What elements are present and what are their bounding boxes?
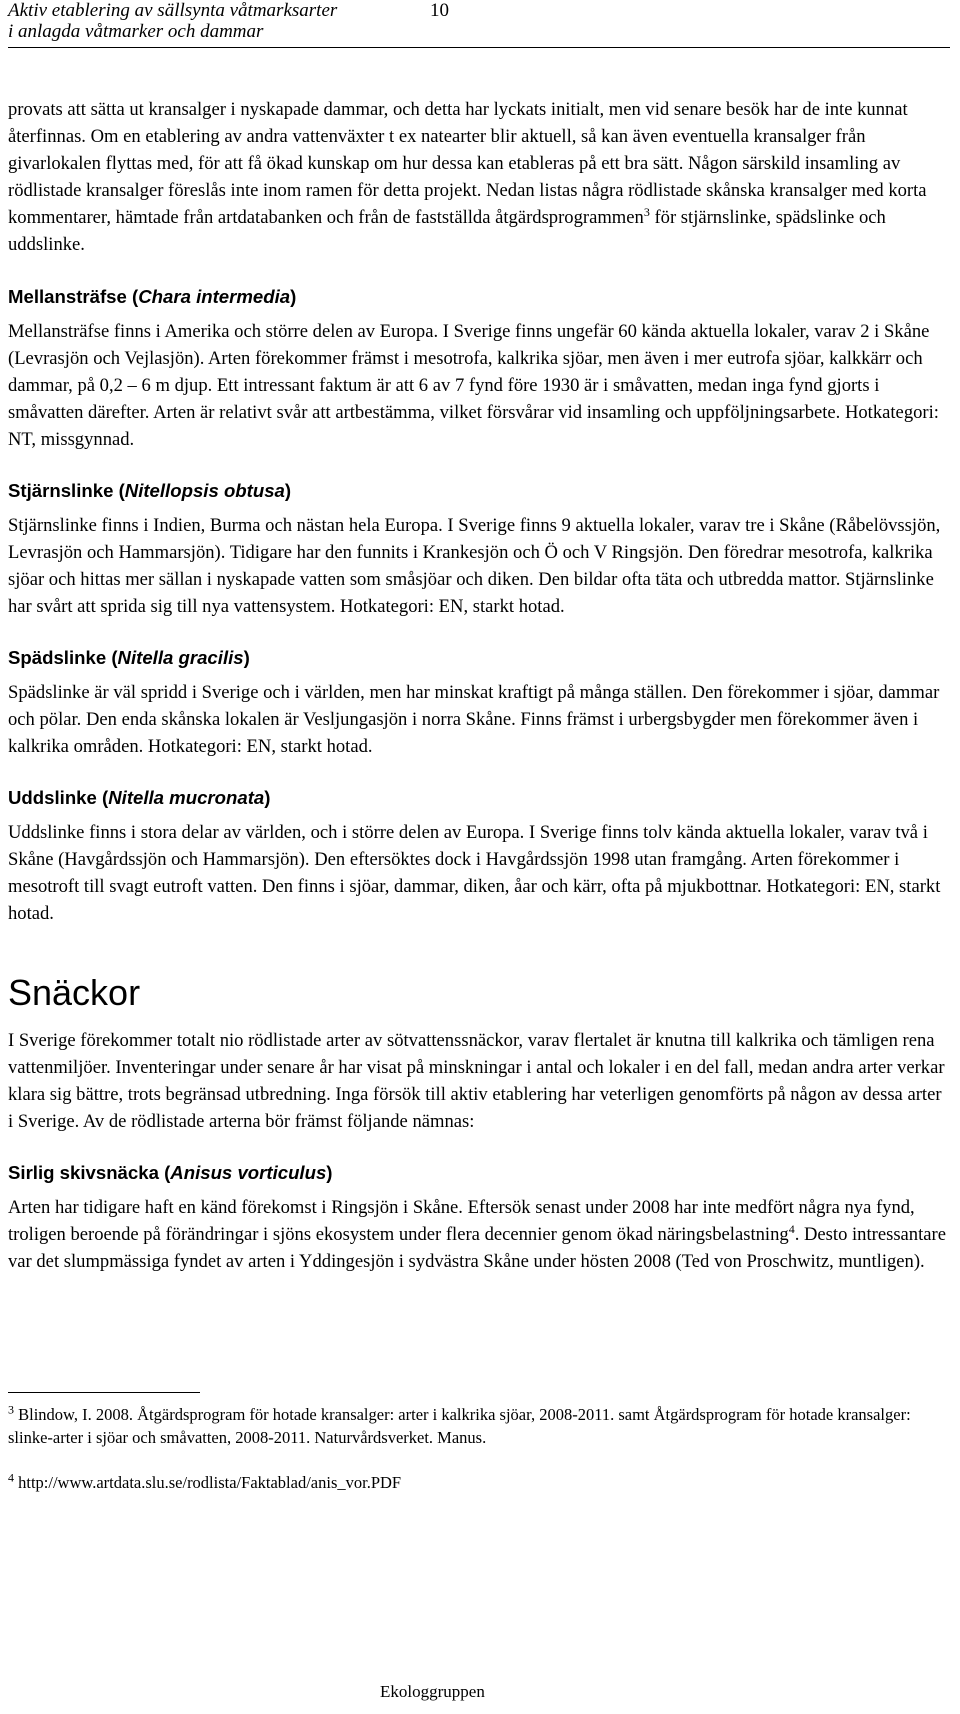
heading-latin-name: Nitellopsis obtusa [124,480,285,501]
section-paragraph-mellanstrafse: Mellansträfse finns i Amerika och större delen av Europa. I Sverige finns ungefär 60 kända aktuella lokaler, varav 2 i Skåne (Levrasjön och Vejlasjön). Arten förekommer främst i mesotrofa, kalkrika sjöar, men även i mer eutrofa sjöar, kalkkärr och dammar, på 0,2 – 6 m djup. Ett intressant faktum är att 6 av 7 fynd före 1930 är i småvatten, medan inga fynd gjorts i småvatten därefter. Arten är relativt svår att artbestämma, vilket försvårar vid insamling och uppföljningsarbete. Hotkategori: NT, missgynnad. [8,321,939,450]
intro-text: provats att sätta ut kransalger i nyskapade dammar, och detta har lyckats initialt, men vid senare besök har de inte kunnat återfinnas. Om en etablering av andra vattenväxter t ex natearter blir aktuell, så kan även eventuella kransalger från givarlokalen flyttas med, för att få ökad kunskap om hur dessa kan etableras på ett bra sätt. Någon särskild insamling av rödlistade kransalger föreslås inte inom ramen för detta projekt. Nedan listas några rödlistade skånska kransalger med korta kommentarer, hämtade från artdatabanken och från de fastställda åtgärdsprogrammen [8,99,927,228]
snackor-paragraph: I Sverige förekommer totalt nio rödlistade arter av sötvattenssnäckor, varav flertalet är knutna till kalkrika och tämligen rena vattenmiljöer. Inventeringar under senare år har visat på minskningar i antal och lokaler i en del fall, medan andra arter verkar klara sig bättre, trots begränsad utbredning. Inga försök till aktiv etablering har veterligen genomförts på någon av dessa arter i Sverige. Av de rödlistade arterna bör främst följande nämnas: [8,1030,945,1132]
footnote-3 [8,1403,948,1449]
heading-latin-name: Anisus vorticulus [170,1162,327,1183]
section-paragraph-spadslinke: Spädslinke är väl spridd i Sverige och i världen, men har minskat kraftigt på många ställen. Den förekommer i sjöar, dammar och pölar. Den enda skånska lokalen är Vesljungasjön i norra Skåne. Finns främst i urbergsbygder men förekommer även i kalkrika områden. Hotkategori: EN, starkt hotad. [8,682,940,757]
heading-text: Uddslinke ( [8,787,109,808]
header-title-line2: i anlagda våtmarker och dammar [8,21,264,42]
section-paragraph-stjarnslinke: Stjärnslinke finns i Indien, Burma och nästan hela Europa. I Sverige finns 9 aktuella lokaler, varav tre i Skåne (Råbelövssjön, Levrasjön och Hammarsjön). Tidigare har den funnits i Krankesjön och Ö och V Ringsjön. Den föredrar mesotrofa, kalkrika sjöar och hittas mer sällan i nyskapade vatten som småsjöar och diken. Den bildar ofta täta och utbredda mattor. Stjärnslinke har svårt att sprida sig till nya vattensystem. Hotkategori: EN, starkt hotad. [8,515,941,617]
sirlig-text-end: . Desto intressantare var det slumpmässiga fyndet av arten i Yddingesjön i sydvästra Skåne under hösten 2008 (Ted von Proschwitz, muntligen). [8,1224,946,1272]
chapter-heading-snackor: Snäckor [8,972,141,1013]
heading-latin-name: Chara intermedia [138,286,291,307]
page-footer: Ekologgruppen [380,1682,485,1701]
heading-text-end: ) [243,647,250,668]
heading-text-end: ) [326,1162,333,1183]
header-title-line1: Aktiv etablering av sällsynta våtmarksarter [8,0,338,21]
sirlig-paragraph [8,1194,948,1275]
footnote-divider [8,1392,200,1393]
footnote-4 [8,1471,948,1494]
heading-text: Stjärnslinke ( [8,480,125,501]
section-heading-uddslinke [8,785,948,811]
heading-latin-name: Nitella mucronata [108,787,265,808]
heading-text-end: ) [264,787,271,808]
page-number: 10 [430,0,449,21]
intro-text-end: för stjärnslinke, spädslinke och uddslinke. [8,207,886,255]
sirlig-text: Arten har tidigare haft en känd förekomst i Ringsjön i Skåne. Eftersök senast under 2008 har inte medfört några nya fynd, troligen beroende på förändringar i sjöns ekosystem under flera decennier genom ökad näringsbelastning [8,1197,915,1245]
footnote-text: Blindow, I. 2008. Åtgärdsprogram för hotade kransalger: arter i kalkrika sjöar, 2008-2011. samt Åtgärdsprogram för hotade kransalger: slinke-arter i sjöar och småvatten, 2008-2011. Naturvårdsverket. Manus. [8,1405,911,1447]
intro-paragraph [8,96,948,258]
header-divider [8,47,950,48]
running-header [8,0,337,42]
section-paragraph-uddslinke: Uddslinke finns i stora delar av världen, och i större delen av Europa. I Sverige finns tolv kända aktuella lokaler, varav två i Skåne (Havgårdssjön och Hammarsjön). Den eftersöktes dock i Havgårdssjön 1998 utan framgång. Arten förekommer i mesotroft till svagt eutroft vatten. Den finns i sjöar, dammar, diken, åar och kärr, ofta på mjukbottnar. Hotkategori: EN, starkt hotad. [8,822,941,924]
heading-latin-name: Nitella gracilis [117,647,244,668]
heading-text: Sirlig skivsnäcka ( [8,1162,171,1183]
footnote-ref-3[interactable]: 3 [643,204,650,219]
footnote-number: 4 [8,1470,14,1485]
section-heading-stjarnslinke [8,478,948,504]
section-heading-mellanstrafse [8,284,948,310]
section-heading-spadslinke [8,645,948,671]
heading-text: Spädslinke ( [8,647,118,668]
footnote-ref-4[interactable]: 4 [788,1221,795,1236]
heading-text-end: ) [284,480,292,501]
footnote-link[interactable]: http://www.artdata.slu.se/rodlista/Faktablad/anis_vor.PDF [14,1473,402,1492]
heading-text-end: ) [290,286,297,307]
heading-text: Mellansträfse ( [8,286,139,307]
footnote-number: 3 [8,1402,14,1417]
section-heading-sirlig-skivsnacka [8,1160,948,1186]
main-content [8,96,948,1275]
